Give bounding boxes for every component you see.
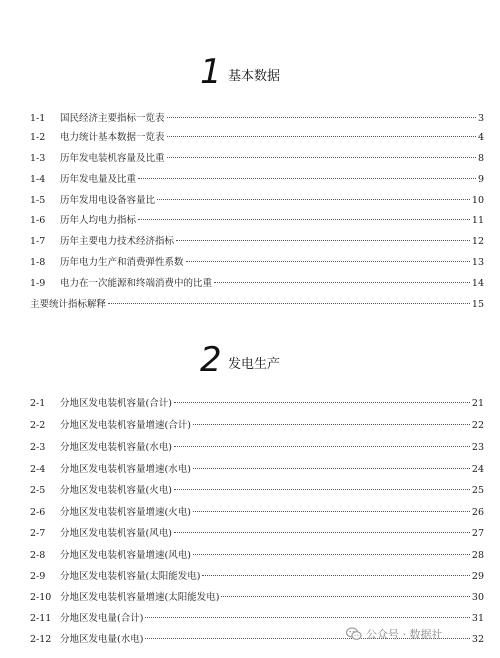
entry-number: 2-2 [30, 420, 46, 431]
toc-entry-2-11[interactable] [0, 611, 500, 627]
section-number: 1 [200, 52, 222, 92]
toc-entry-1-6[interactable] [0, 213, 500, 229]
section-2-heading [0, 340, 500, 380]
entry-page: 30 [471, 592, 484, 603]
dot-leader [174, 532, 470, 533]
entry-label: 电力在一次能源和终端消费中的比重 [60, 278, 213, 289]
entry-label: 分地区发电装机容量(合计) [60, 398, 172, 409]
toc-entry-2-10[interactable] [0, 590, 500, 606]
toc-entry-1-4[interactable] [0, 172, 500, 188]
entry-label: 分地区发电装机容量增速(水电) [60, 464, 191, 475]
entry-number: 1-3 [30, 153, 46, 164]
toc-entry-1-9[interactable] [0, 276, 500, 292]
entry-label: 分地区发电装机容量增速(合计) [60, 420, 191, 431]
entry-page: 24 [471, 464, 484, 475]
entry-page: 25 [471, 485, 484, 496]
entry-page: 31 [471, 613, 484, 624]
section-number: 2 [200, 340, 222, 380]
entry-label: 分地区发电量(水电) [60, 634, 144, 645]
dot-leader [176, 240, 470, 241]
entry-number: 1-7 [30, 236, 46, 247]
entry-label: 历年主要电力技术经济指标 [60, 236, 175, 247]
entry-number: 2-6 [30, 507, 46, 518]
wechat-icon [346, 627, 362, 641]
entry-label: 分地区发电量(合计) [60, 613, 144, 624]
toc-entry-2-7[interactable] [0, 526, 500, 542]
toc-entry-1-5[interactable] [0, 193, 500, 209]
toc-entry-2-1[interactable] [0, 396, 500, 412]
entry-number: 1-2 [30, 132, 46, 143]
toc-entry-1-3[interactable] [0, 151, 500, 167]
entry-page: 15 [471, 299, 484, 310]
entry-page: 13 [471, 257, 484, 268]
entry-number: 2-5 [30, 485, 46, 496]
entry-number: 2-7 [30, 528, 46, 539]
dot-leader [221, 596, 469, 597]
dot-leader [193, 424, 470, 425]
dot-leader [167, 117, 476, 118]
entry-label: 分地区发电装机容量(火电) [60, 485, 172, 496]
entry-page: 11 [471, 215, 484, 226]
entry-page: 26 [471, 507, 484, 518]
toc-entry-indicator-notes[interactable] [0, 297, 500, 313]
toc-entry-2-5[interactable] [0, 483, 500, 499]
section-title: 发电生产 [228, 357, 281, 372]
entry-label: 历年发用电设备容量比 [60, 195, 156, 206]
entry-number: 2-12 [30, 634, 52, 645]
dot-leader [157, 199, 470, 200]
watermark [346, 626, 443, 642]
entry-page: 27 [471, 528, 484, 539]
section-title: 基本数据 [228, 69, 281, 84]
dot-leader [193, 468, 470, 469]
section-1-heading [0, 52, 500, 92]
toc-entry-1-2[interactable] [0, 130, 500, 146]
toc-entry-1-8[interactable] [0, 255, 500, 271]
entry-label: 历年电力生产和消费弹性系数 [60, 257, 184, 268]
entry-label: 电力统计基本数据一览表 [60, 132, 165, 143]
entry-page: 10 [471, 195, 484, 206]
dot-leader [174, 489, 470, 490]
toc-entry-1-7[interactable] [0, 234, 500, 250]
entry-page: 12 [471, 236, 484, 247]
entry-page: 4 [477, 132, 484, 143]
entry-page: 22 [471, 420, 484, 431]
toc-entry-2-4[interactable] [0, 462, 500, 478]
entry-number: 1-5 [30, 195, 46, 206]
entry-number: 2-9 [30, 571, 46, 582]
dot-leader [138, 219, 470, 220]
dot-leader [174, 402, 470, 403]
watermark-text: 公众号 · 数据社 [366, 628, 443, 641]
entry-label: 主要统计指标解释 [30, 299, 107, 310]
entry-label: 分地区发电装机容量(风电) [60, 528, 172, 539]
entry-page: 8 [477, 153, 484, 164]
toc-entry-2-9[interactable] [0, 569, 500, 585]
entry-number: 2-8 [30, 550, 46, 561]
entry-page: 28 [471, 550, 484, 561]
dot-leader [145, 617, 469, 618]
entry-label: 分地区发电装机容量(水电) [60, 442, 172, 453]
entry-number: 1-6 [30, 215, 46, 226]
entry-page: 23 [471, 442, 484, 453]
entry-page: 3 [477, 113, 484, 124]
entry-label: 分地区发电装机容量增速(火电) [60, 507, 191, 518]
entry-label: 历年人均电力指标 [60, 215, 137, 226]
entry-number: 2-3 [30, 442, 46, 453]
dot-leader [167, 157, 476, 158]
dot-leader [138, 178, 476, 179]
dot-leader [167, 136, 476, 137]
dot-leader [174, 446, 470, 447]
entry-page: 32 [471, 634, 484, 645]
entry-number: 2-11 [30, 613, 52, 624]
entry-label: 历年发电量及比重 [60, 174, 137, 185]
toc-entry-2-3[interactable] [0, 440, 500, 456]
entry-number: 2-4 [30, 464, 46, 475]
entry-label: 历年发电装机容量及比重 [60, 153, 165, 164]
entry-page: 14 [471, 278, 484, 289]
entry-number: 1-8 [30, 257, 46, 268]
entry-label: 分地区发电装机容量增速(风电) [60, 550, 191, 561]
entry-number: 2-10 [30, 592, 52, 603]
toc-entry-1-1[interactable] [0, 111, 500, 127]
entry-page: 21 [471, 398, 484, 409]
entry-label: 国民经济主要指标一览表 [60, 113, 165, 124]
toc-entry-2-6[interactable] [0, 505, 500, 521]
entry-number: 2-1 [30, 398, 46, 409]
entry-label: 分地区发电装机容量(太阳能发电) [60, 571, 201, 582]
toc-entry-2-8[interactable] [0, 548, 500, 564]
entry-label: 分地区发电装机容量增速(太阳能发电) [60, 592, 220, 603]
entry-number: 1-1 [30, 113, 46, 124]
dot-leader [108, 303, 470, 304]
dot-leader [214, 282, 470, 283]
entry-number: 1-4 [30, 174, 46, 185]
entry-page: 29 [471, 571, 484, 582]
toc-entry-2-2[interactable] [0, 418, 500, 434]
entry-page: 9 [477, 174, 484, 185]
dot-leader [193, 554, 470, 555]
dot-leader [202, 575, 469, 576]
dot-leader [193, 511, 470, 512]
dot-leader [186, 261, 470, 262]
entry-number: 1-9 [30, 278, 46, 289]
